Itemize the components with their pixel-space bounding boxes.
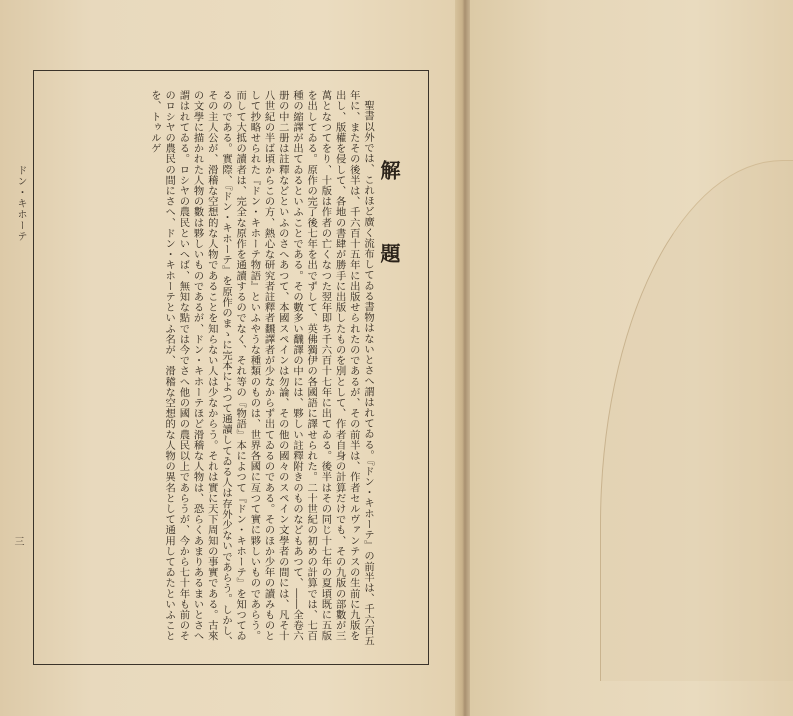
body-text [45, 90, 375, 650]
running-head: ドン・キホーテ [15, 165, 26, 242]
page-number: 三 [12, 536, 23, 546]
page-heading: 解 題 [377, 160, 401, 291]
paragraph: 聖書以外では、これほど廣く流布してゐる書物はないとさへ謂はれてゐる。『ドン・キホーテ』の前半は、千六百五年に、またその後半は、千六百十五年に出版せられたのであるが、その前半は、作者セルヴァンテスの生前に九版を出し、版權を侵して、各地の書肆が勝手に出版したものを別として、作者自身の計算だけでも、その九版の部數が三萬となつてをり、十版は作者の亡くなつた翌年即ち千六百十七年に出てゐる。後半はその同じ十七年の夏頃既に五版を出してゐる。原作の完了後七年を出でずして、英佛獨伊の各國語に譯せられた。二十世紀の初めの計算では、七百種の縮譯が出てゐるといふことである。その數多い飜譯の中には、夥しい註釋附きのものなどもあつて、――全卷六册の中二册は註釋などといふのさへあつて、本國スペインは勿論、その他の國々のスペイン文學者の間には、凡そ十八世紀の半ば頃からこの方、熱心な研究者註釋者飜譯者が少なからず出てゐるのである。そのほか少年の讀みものとして抄略せられた『ドン・キホーテ物語』といふやうな種類のものは、世界各國に亙つて實に夥しいものであらう。而して大抵の讀者は、完全な原作を通讀するのでなく、それ等の『物語』本によつて『ドン・キホーテ』を知つてゐるのである。實際、『ドン・キホーテ』を原作のまゝに完本によつて通讀してゐる人は存外少ないであらう。しかし、その主人公が、滑稽な空想的な人物であることを知らない人は少なからう。それは實に天下周知の事實である。古來の文學に描かれた人物の數は夥しいものであるが、ドン・キホーテほど滑稽な人物は、恐らくあまりあるまいとさへ謂はれてゐる。ロシヤの農民といへば、無知な點では今でさへ他の國の農民以上であらうが、今から七十年も前のそのロシヤの農民の間にさへ、ドン・キホーテといふ名が、滑稽な空想的な人物の異名として通用してゐたといふことを、トゥルゲ [148, 90, 374, 647]
